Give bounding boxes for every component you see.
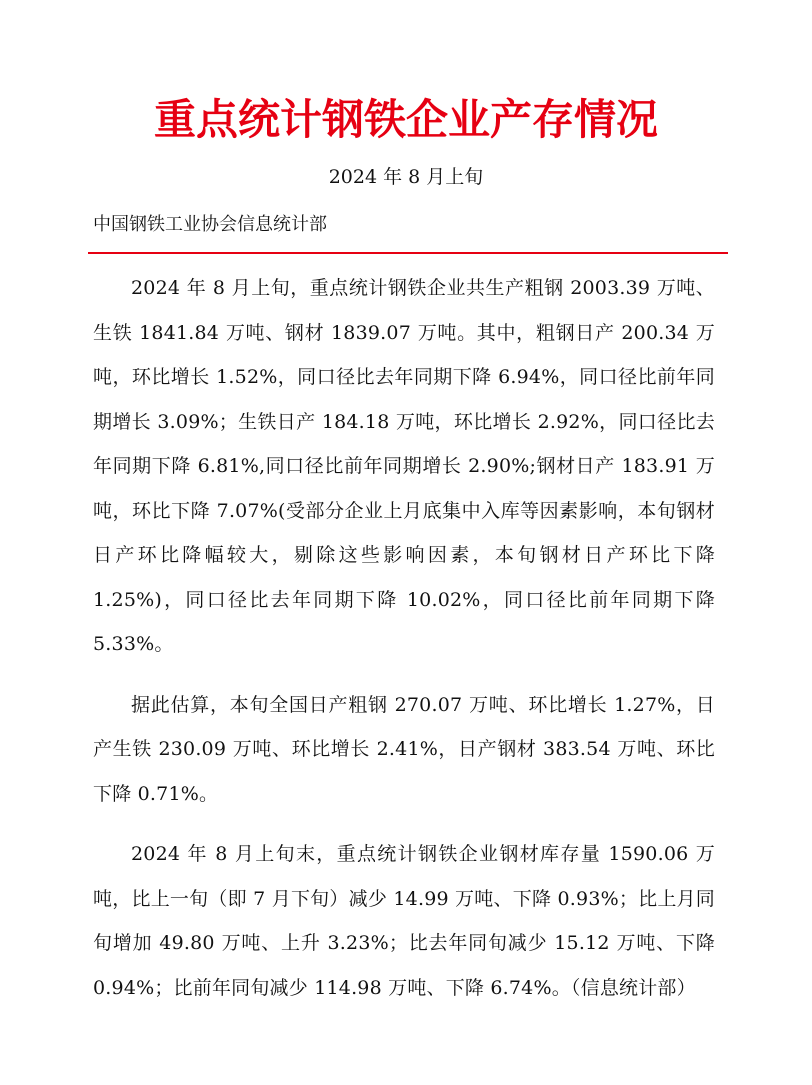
red-divider xyxy=(88,252,728,254)
document-body xyxy=(93,266,715,1026)
document-date: 2024 年 8 月上旬 xyxy=(328,166,484,188)
organization-name: 中国钢铁工业协会信息统计部 xyxy=(93,214,327,235)
paragraph-national-estimate: 据此估算，本旬全国日产粗钢 270.07 万吨、环比增长 1.27%，日产生铁 230.09 万吨、环比增长 2.41%，日产钢材 383.54 万吨、环比下降 0.71%。 xyxy=(93,693,715,805)
document-title: 重点统计钢铁企业产存情况 xyxy=(153,95,658,144)
paragraph-inventory: 2024 年 8 月上旬末，重点统计钢铁企业钢材库存量 1590.06 万吨，比上一旬（即 7 月下旬）减少 14.99 万吨、下降 0.93%；比上月同旬增加 49.80 万吨、上升 3.23%；比去年同旬减少 15.12 万吨、下降 0.94%；比前年同旬减少 114.98 万吨、下降 6.74%。（信息统计部） xyxy=(93,843,715,999)
paragraph-production: 2024 年 8 月上旬，重点统计钢铁企业共生产粗钢 2003.39 万吨、生铁 1841.84 万吨、钢材 1839.07 万吨。其中，粗钢日产 200.34 万吨，环比增长 1.52%，同口径比去年同期下降 6.94%，同口径比前年同期增长 3.09%；生铁日产 184.18 万吨，环比增长 2.92%，同口径比去年同期下降 6.81%,同口径比前年同期增长 2.90%;钢材日产 183.91 万吨，环比下降 7.07%(受部分企业上月底集中入库等因素影响，本旬钢材日产环比降幅较大，剔除这些影响因素，本旬钢材日产环比下降 1.25%)，同口径比去年同期下降 10.02%，同口径比前年同期下降 5.33%。 xyxy=(93,277,715,655)
